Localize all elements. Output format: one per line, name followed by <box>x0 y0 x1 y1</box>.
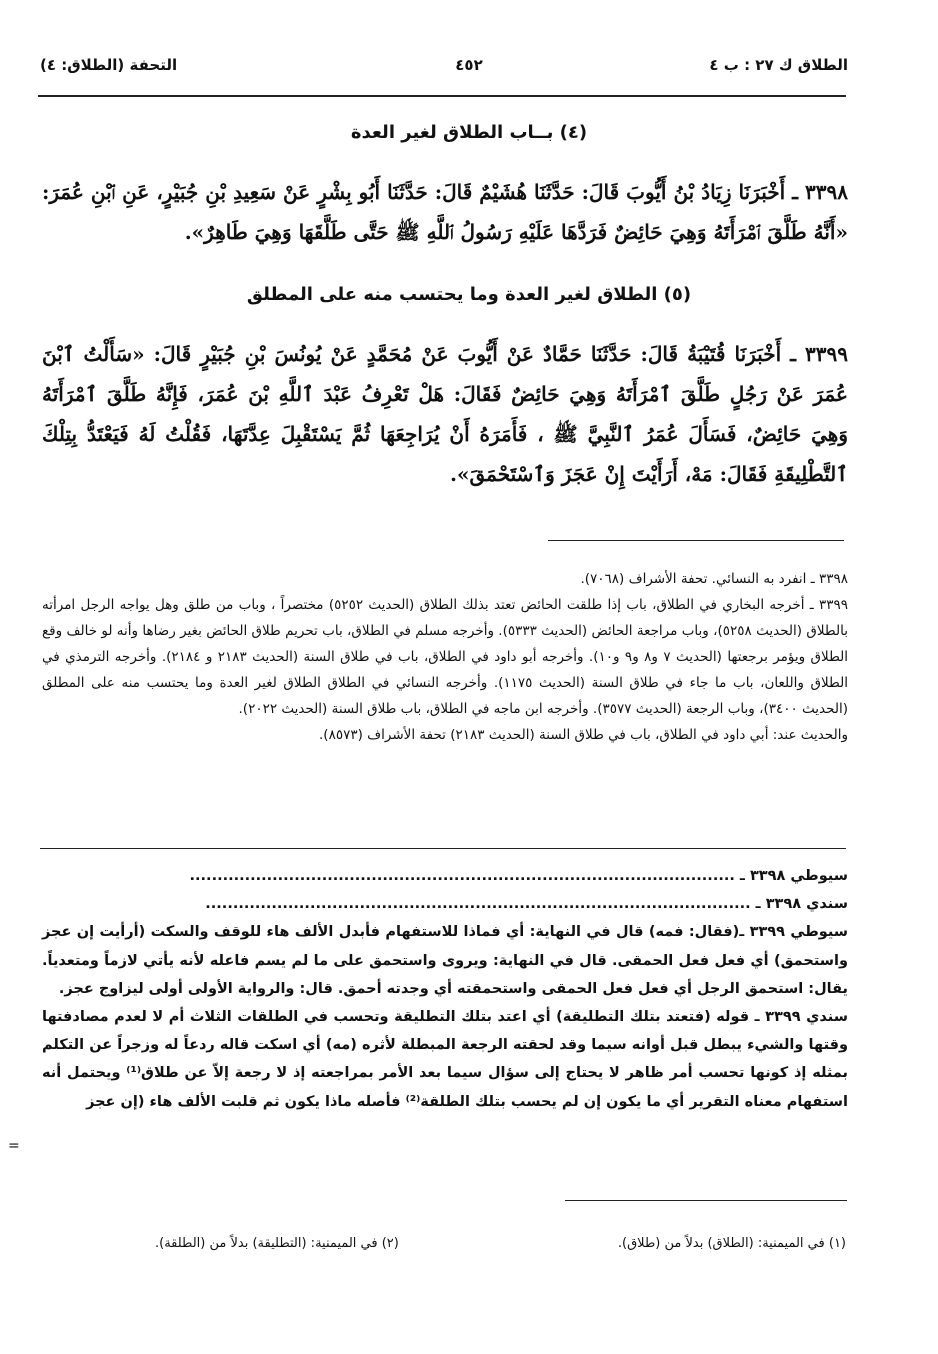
hadith-3398: ٣٣٩٨ ـ أَخْبَرَنَا زِيَادُ بْنُ أَيُّوبَ قَالَ: حَدَّثَنَا هُشَيْمٌ قَالَ: حَدَّثَنَا أَبُو بِشْرٍ عَنْ سَعِيدِ بْنِ جُبَيْرٍ، عَنِ ٱبْنِ عُمَرَ: «أَنَّهُ طَلَّقَ ٱمْرَأَتَهُ وَهِيَ حَائِضٌ فَرَدَّهَا عَلَيْهِ رَسُولُ ٱللَّهِ ﷺ حَتَّى طَلَّقَهَا وَهِيَ طَاهِرٌ». <box>42 180 849 244</box>
edition-note-2: (٢) في الميمنية: (التطليقة) بدلاً من (الطلقة). <box>155 1236 399 1251</box>
dot-leader: ................................................................................................... <box>189 868 735 884</box>
running-header-right: الطلاق ك ٢٧ : ب ٤ <box>709 56 848 74</box>
footnote-3398: ٣٣٩٨ ـ انفرد به النسائي. تحفة الأشراف (٧٠٦٨). <box>580 571 848 587</box>
commentary-line <box>42 890 848 918</box>
sindi-3399: سندي ٣٣٩٩ ـ قوله (فتعتد بتلك التطليقة) أي اعتد بتلك التطليقة وتحسب في الطلقات الثلاث أم لا لعدم مصادفتها وقتها والشيء يبطل قبل أوانه سيما وقد لحقته الرجعة المبطلة لأثره (مه) أي اسكت قاله ردعاً له وزجراً عن التكلم بمثله إذ كونها تحسب أمر ظاهر لا يحتاج إلى سؤال سيما بعد الأمر بمراجعته إذ لا رجعة إلاّ عن طلاق⁽¹⁾ ويحتمل أنه استفهام معناه التقرير أي ما يكون إن لم يحسب بتلك الطلقة⁽²⁾ فأصله ماذا يكون ثم قلبت الألف هاء (إن عجز <box>42 1009 848 1110</box>
chapter-title-4: (٤) بــاب الطلاق لغير العدة <box>350 122 588 143</box>
sindi-3398-label: سندي ٣٣٩٨ ـ <box>755 896 848 913</box>
running-header-left: التحفة (الطلاق: ٤) <box>40 56 178 74</box>
hadith-3399: ٣٣٩٩ ـ أَخْبَرَنَا قُتَيْبَةُ قَالَ: حَدَّثَنَا حَمَّادٌ عَنْ أَيُّوبَ عَنْ مُحَمَّدٍ عَنْ يُونُسَ بْنِ جُبَيْرٍ قَالَ: «سَأَلْتُ ٱبْنَ عُمَرَ عَنْ رَجُلٍ طَلَّقَ ٱمْرَأَتَهُ وَهِيَ حَائِضٌ فَقَالَ: هَلْ تَعْرِفُ عَبْدَ ٱللَّهِ بْنَ عُمَرَ، فَإِنَّهُ طَلَّقَ ٱمْرَأَتَهُ وَهِيَ حَائِضٌ، فَسَأَلَ عُمَرُ ٱلنَّبِيَّ ﷺ ، فَأَمَرَهُ أَنْ يُرَاجِعَهَا ثُمَّ يَسْتَقْبِلَ عِدَّتَهَا، فَقُلْتُ لَهُ فَيَعْتَدُّ بِتِلْكَ ٱلتَّطْلِيقَةِ فَقَالَ: مَهْ، أَرَأَيْتَ إِنْ عَجَزَ وَٱسْتَحْمَقَ». <box>42 342 848 486</box>
suyuti-3398-label: سيوطي ٣٣٩٨ ـ <box>739 868 848 884</box>
footnote-hadith-source: والحديث عند: أبي داود في الطلاق، باب في طلاق السنة (الحديث ٢١٨٣) تحفة الأشراف (٨٥٧٣). <box>319 727 848 743</box>
header-rule <box>38 95 846 97</box>
dot-leader: ................................................................................................... <box>205 896 751 913</box>
edition-note-1: (١) في الميمنية: (الطلاق) بدلاً من (طلاق). <box>617 1236 846 1251</box>
suyuti-3399: سيوطي ٣٣٩٩ ـ(فقال: فمه) قال في النهاية: أي فماذا للاستفهام فأبدل الألف هاء للوقف والسكت (أرأيت إن عجز واستحمق) أي فعل فعل الحمقى. قال في النهاية: ويروى واستحمق على ما لم يسم فاعله لأنه يأتي لازماً ومتعدياً. يقال: استحمق الرجل أي فعل فعل الحمقى واستحمقته أي وجدته أحمق. قال: والرواية الأولى أولى ليزاوج عجز. <box>42 924 848 997</box>
commentary <box>42 862 848 1116</box>
footnote-separator <box>548 540 844 541</box>
commentary-line <box>42 862 848 890</box>
takhrij-footnotes <box>42 566 848 748</box>
notes-separator <box>565 1200 847 1201</box>
footnote-3399: ٣٣٩٩ ـ أخرجه البخاري في الطلاق، باب إذا طلقت الحائض تعتد بذلك الطلاق (الحديث ٥٢٥٢) مختصراً ، وباب من طلق وهل يواجه الرجل امرأته بالطلاق (الحديث ٥٢٥٨)، وباب مراجعة الحائض (الحديث ٥٣٣٣). وأخرجه مسلم في الطلاق، باب تحريم طلاق الحائض بغير رضاها وأنه لو خالف وقع الطلاق ويؤمر برجعتها (الحديث ٧ و٨ و٩ و١٠). وأخرجه أبو داود في الطلاق، باب في طلاق السنة (الحديث ٢١٨٣ و ٢١٨٤). وأخرجه الترمذي في الطلاق واللعان، باب ما جاء في طلاق السنة (الحديث ١١٧٥). وأخرجه النسائي في الطلاق الطلاق لغير العدة وما يحتسب منه على المطلق (الحديث ٣٤٠٠)، وباب الرجعة (الحديث ٣٥٧٧). وأخرجه ابن ماجه في الطلاق، باب طلاق السنة (الحديث ٢٠٢٢). <box>42 597 849 717</box>
commentary-rule <box>40 848 846 849</box>
chapter-title-5: (٥) الطلاق لغير العدة وما يحتسب منه على المطلق <box>246 284 692 305</box>
page-number: ٤٥٢ <box>455 56 483 74</box>
continuation-mark: = <box>8 1138 20 1154</box>
